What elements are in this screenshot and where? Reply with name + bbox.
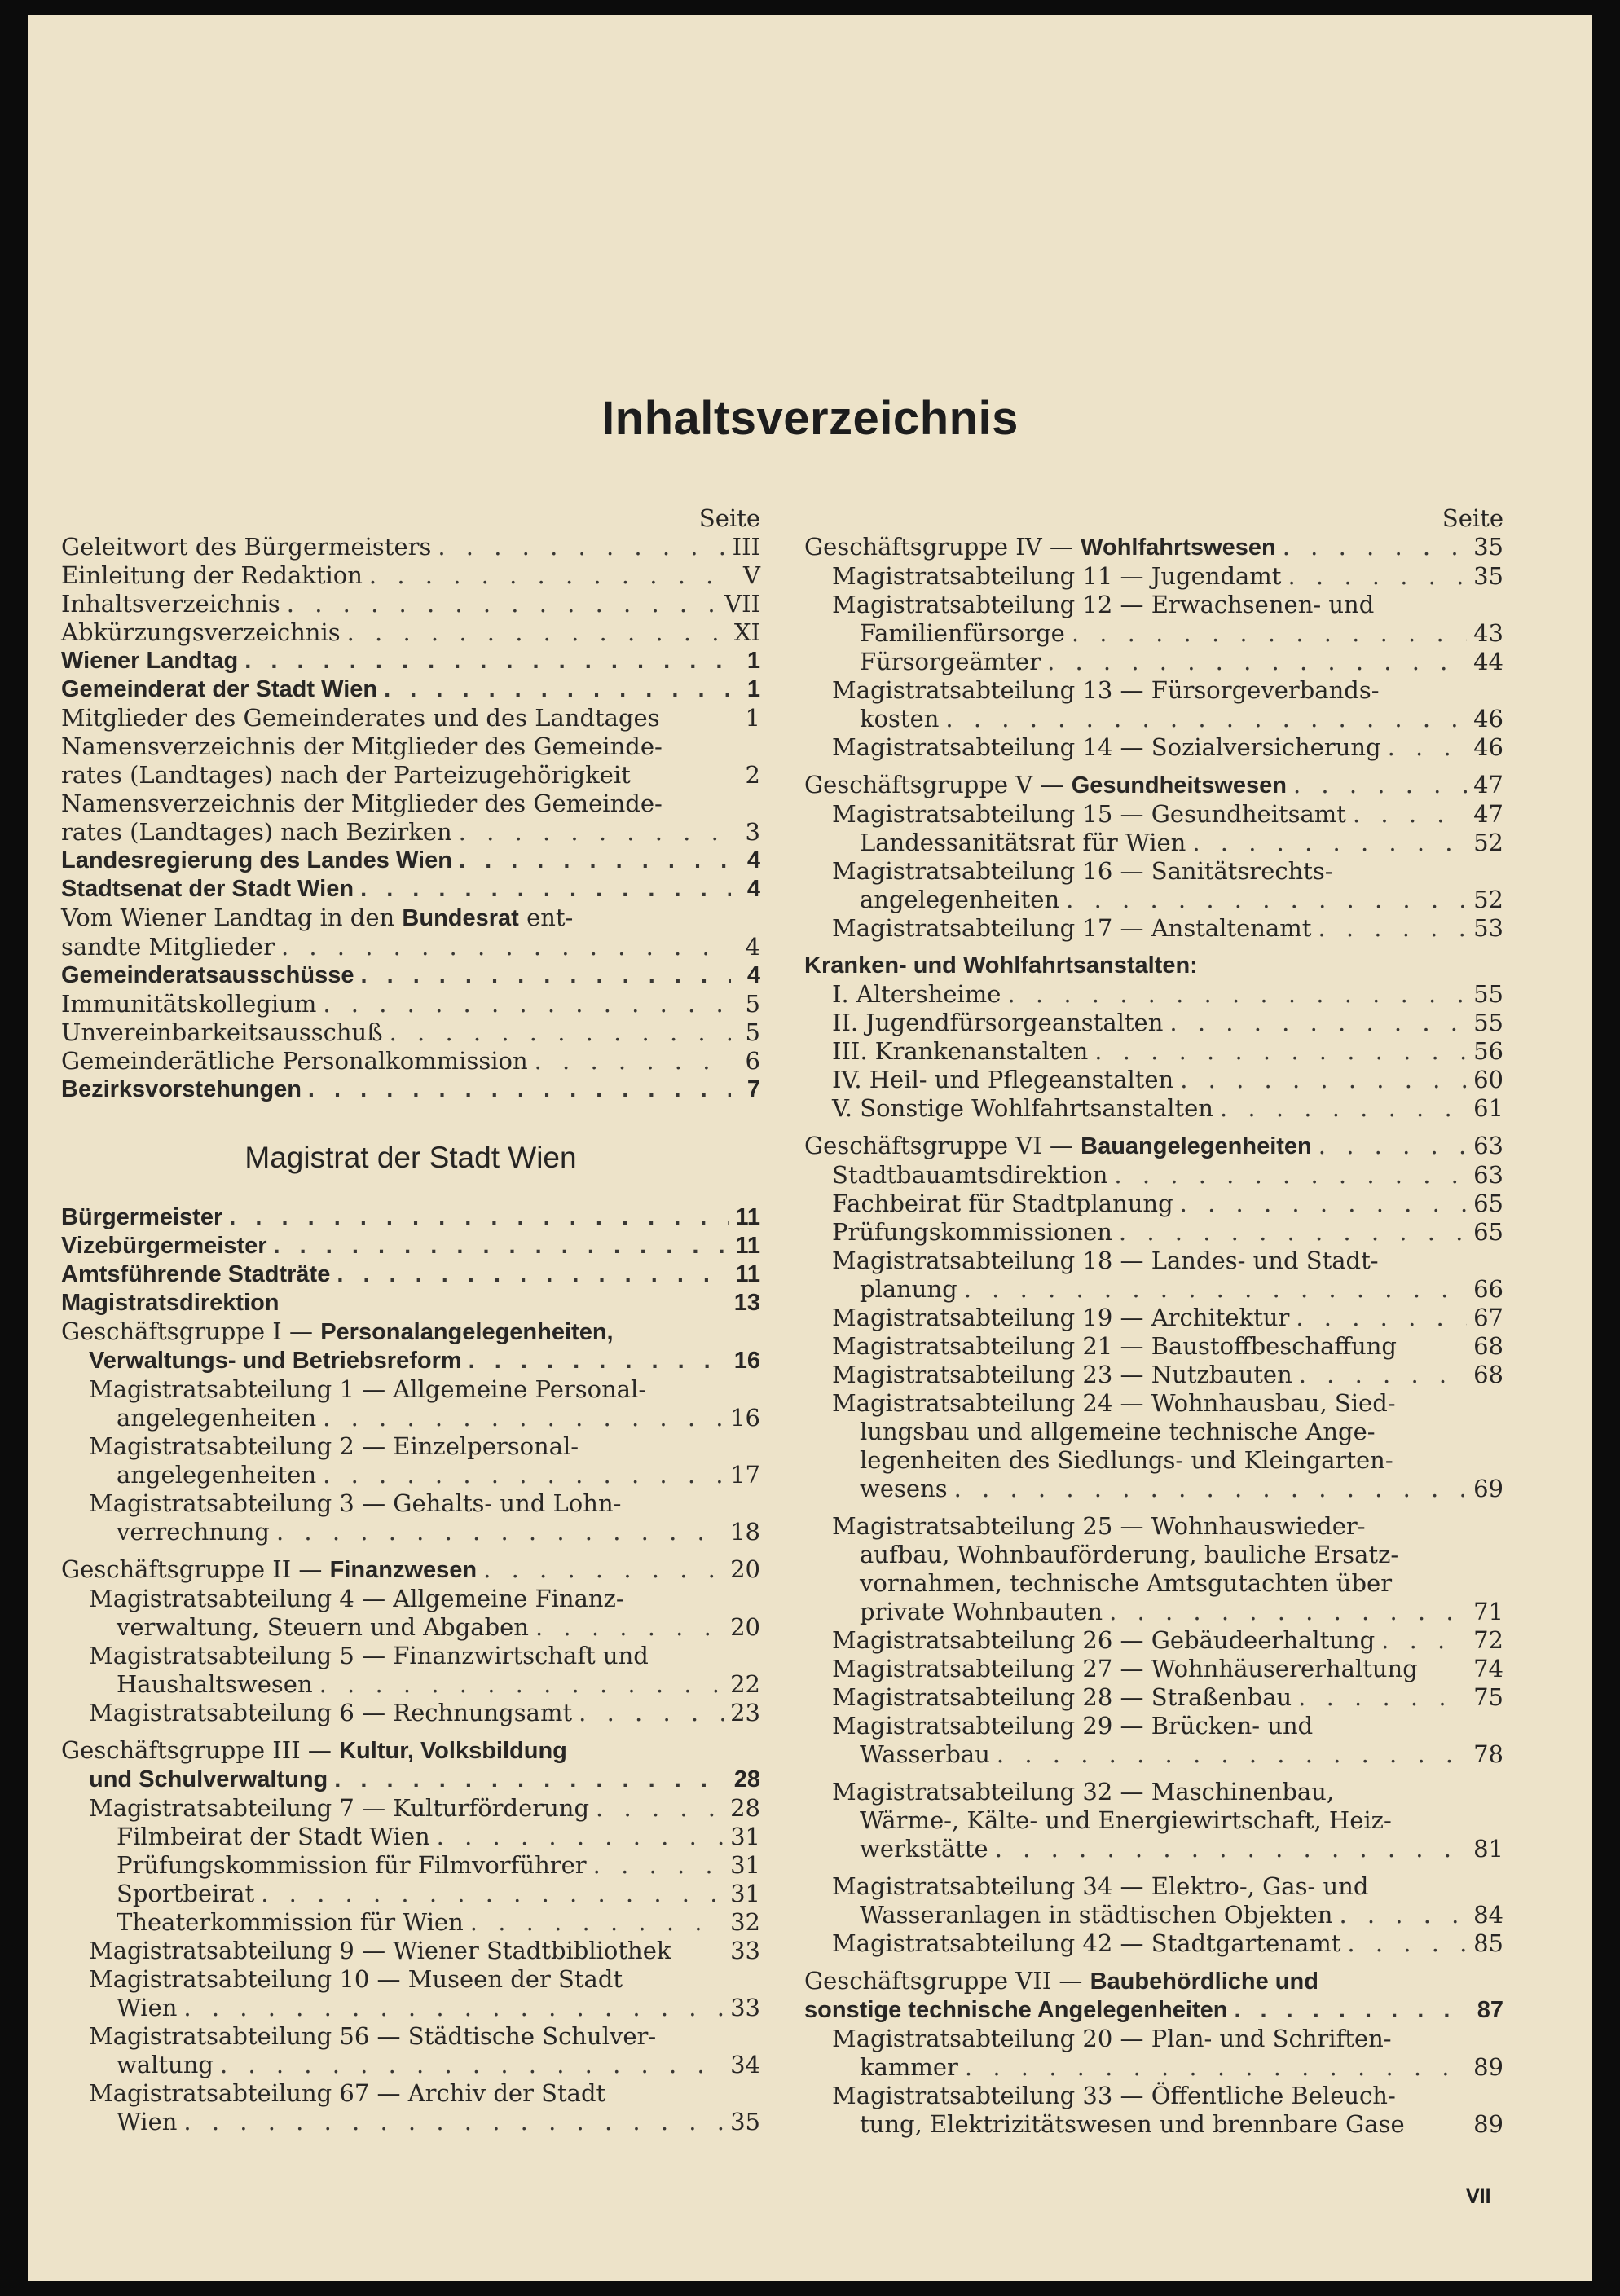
document-page	[28, 15, 1592, 2281]
toc-entry: Mitglieder des Gemeinderates und des Landtages 1	[61, 704, 760, 732]
toc-entry-line: Magistratsabteilung 1 — Allgemeine Personal-	[89, 1375, 647, 1403]
toc-entry: Geschäftsgruppe V — Gesundheitswesen . . . 47	[804, 771, 1503, 800]
toc-entry: Amtsführende Stadträte . . . 11	[61, 1260, 760, 1289]
toc-left-column	[61, 504, 760, 2136]
toc-entry: Wiener Landtag . . . 1	[61, 647, 760, 675]
toc-entry-line: vornahmen, technische Amtsgutachten über	[860, 1569, 1393, 1597]
toc-entry: Magistratsabteilung 9 — Wiener Stadtbibliothek 33	[89, 1937, 760, 1964]
toc-entry: II. Jugendfürsorgeanstalten . . . 55	[804, 1009, 1503, 1037]
toc-entry: Magistratsabteilung 14 — Sozialversicherung . . . 46	[804, 733, 1503, 762]
toc-entry: Geschäftsgruppe IV — Wohlfahrtswesen . . . 35	[804, 533, 1503, 562]
section-heading-magistrat: Magistrat der Stadt Wien	[244, 1141, 577, 1174]
toc-entry: Magistratsabteilung 17 — Anstaltenamt . . . 53	[804, 914, 1503, 943]
toc-entry: Prüfungskommission für Filmvorführer . . . 31	[61, 1851, 760, 1880]
toc-entry-line: Magistratsabteilung 3 — Gehalts- und Lohn-	[89, 1489, 622, 1517]
toc-entry: Geschäftsgruppe VI — Bauangelegenheiten . . . 63	[804, 1132, 1503, 1161]
toc-entry: sandte Mitglieder . . . 4	[61, 933, 760, 961]
toc-entry: Landesregierung des Landes Wien . . . 4	[61, 847, 760, 875]
toc-entry-line: legenheiten des Siedlungs- und Kleingarten-	[860, 1446, 1393, 1474]
toc-entry: Landessanitätsrat für Wien . . . 52	[804, 829, 1503, 857]
toc-entry: kosten . . . 46	[804, 705, 1503, 733]
toc-entry-line: Magistratsabteilung 10 — Museen der Stadt	[89, 1965, 623, 1993]
toc-entry-line: Magistratsabteilung 32 — Maschinenbau,	[832, 1778, 1335, 1806]
toc-section-heading: Kranken- und Wohlfahrtsanstalten:	[804, 952, 1198, 979]
toc-entry-line: Magistratsabteilung 20 — Plan- und Schriften-	[832, 2025, 1392, 2052]
toc-entry: Prüfungskommissionen . . . 65	[804, 1218, 1503, 1247]
toc-entry-line: Magistratsabteilung 4 — Allgemeine Finanz-	[89, 1585, 624, 1612]
toc-entry: Einleitung der Redaktion . . . V	[61, 561, 760, 590]
toc-entry-line: Magistratsabteilung 2 — Einzelpersonal-	[89, 1432, 579, 1460]
toc-entry-line: Vom Wiener Landtag in den Bundesrat ent-	[61, 904, 574, 931]
toc-entry: Immunitätskollegium . . . 5	[61, 990, 760, 1018]
toc-entry-line: Magistratsabteilung 16 — Sanitätsrechts-	[832, 857, 1333, 885]
toc-entry-line: Magistratsabteilung 13 — Fürsorgeverbands-	[832, 676, 1380, 704]
toc-entry: Fachbeirat für Stadtplanung . . . 65	[804, 1190, 1503, 1218]
toc-entry: Theaterkommission für Wien . . . 32	[61, 1908, 760, 1937]
toc-entry: Magistratsabteilung 6 — Rechnungsamt . . . 23	[61, 1699, 760, 1727]
toc-entry: III. Krankenanstalten . . . 56	[804, 1037, 1503, 1066]
toc-entry: Bezirksvorstehungen . . . 7	[61, 1075, 760, 1104]
toc-entry: Gemeinderätliche Personalkommission . . . 6	[61, 1047, 760, 1075]
toc-entry-line: Magistratsabteilung 33 — Öffentliche Beleuch-	[832, 2082, 1396, 2109]
toc-entry-line: Magistratsabteilung 12 — Erwachsenen- und	[832, 591, 1375, 618]
toc-entry: I. Altersheime . . . 55	[804, 980, 1503, 1009]
toc-entry: Geleitwort des Bürgermeisters . . . III	[61, 533, 760, 561]
toc-entry: Magistratsabteilung 19 — Architektur . . . 67	[804, 1304, 1503, 1332]
toc-entry-line: Magistratsabteilung 56 — Städtische Schulver-	[89, 2022, 657, 2050]
toc-entry: Magistratsabteilung 28 — Straßenbau . . . 75	[804, 1683, 1503, 1712]
toc-entry: Haushaltswesen . . . 22	[61, 1670, 760, 1699]
toc-entry: private Wohnbauten . . . 71	[804, 1598, 1503, 1626]
toc-entry-line: Geschäftsgruppe III — Kultur, Volksbildung	[61, 1736, 567, 1764]
toc-entry: Magistratsabteilung 23 — Nutzbauten . . . 68	[804, 1361, 1503, 1389]
toc-entry-line: Magistratsabteilung 34 — Elektro-, Gas- und	[832, 1872, 1369, 1900]
toc-entry: Stadtsenat der Stadt Wien . . . 4	[61, 875, 760, 904]
toc-entry: Gemeinderat der Stadt Wien . . . 1	[61, 675, 760, 704]
toc-entry: Inhaltsverzeichnis . . . VII	[61, 590, 760, 618]
toc-entry: Geschäftsgruppe II — Finanzwesen . . . 20	[61, 1555, 760, 1585]
toc-entry: verwaltung, Steuern und Abgaben . . . 20	[61, 1613, 760, 1642]
toc-entry: wesens . . . 69	[804, 1475, 1503, 1503]
toc-entry-line: Magistratsabteilung 25 — Wohnhauswieder-	[832, 1512, 1366, 1540]
toc-entry: sonstige technische Angelegenheiten . . . 87	[804, 1996, 1503, 2025]
toc-entry: Wien . . . 33	[61, 1994, 760, 2022]
toc-entry-line: Magistratsabteilung 5 — Finanzwirtschaft und	[89, 1642, 649, 1669]
toc-entry-line: Namensverzeichnis der Mitglieder des Gemeinde-	[61, 732, 663, 760]
toc-entry: Magistratsabteilung 7 — Kulturförderung . . . 28	[61, 1794, 760, 1823]
toc-entry: Gemeinderatsausschüsse . . . 4	[61, 961, 760, 990]
toc-entry-line: Namensverzeichnis der Mitglieder des Gemeinde-	[61, 790, 663, 817]
toc-entry: Wasseranlagen in städtischen Objekten . . . 84	[804, 1901, 1503, 1929]
toc-entry: Wasserbau . . . 78	[804, 1740, 1503, 1769]
toc-entry: Magistratsabteilung 15 — Gesundheitsamt . . . 47	[804, 800, 1503, 829]
toc-entry: Unvereinbarkeitsausschuß . . . 5	[61, 1018, 760, 1047]
toc-entry: Bürgermeister . . . 11	[61, 1203, 760, 1232]
toc-entry: Stadtbauamtsdirektion . . . 63	[804, 1161, 1503, 1190]
toc-entry: rates (Landtages) nach der Parteizugehörigkeit 2	[61, 761, 760, 789]
toc-entry: planung . . . 66	[804, 1275, 1503, 1304]
toc-entry: kammer . . . 89	[804, 2053, 1503, 2082]
toc-entry: IV. Heil- und Pflegeanstalten . . . 60	[804, 1066, 1503, 1094]
toc-entry-line: Magistratsabteilung 67 — Archiv der Stadt	[89, 2079, 606, 2107]
page-number: VII	[1466, 2185, 1491, 2208]
toc-entry: V. Sonstige Wohlfahrtsanstalten . . . 61	[804, 1094, 1503, 1123]
toc-entry: Wien . . . 35	[61, 2108, 760, 2136]
seite-header: Seite	[698, 504, 760, 532]
seite-header: Seite	[1442, 504, 1503, 532]
toc-right-column	[804, 504, 1503, 2139]
toc-entry-line: Magistratsabteilung 18 — Landes- und Stadt-	[832, 1247, 1379, 1274]
toc-entry: Magistratsabteilung 21 — Baustoffbeschaffung 68	[832, 1332, 1503, 1360]
toc-entry: Familienfürsorge . . . 43	[804, 619, 1503, 648]
toc-entry: Magistratsdirektion 13	[61, 1290, 760, 1316]
toc-entry: Sportbeirat . . . 31	[61, 1880, 760, 1908]
toc-entry: Magistratsabteilung 27 — Wohnhäusererhaltung 74	[832, 1655, 1503, 1682]
toc-entry-line: lungsbau und allgemeine technische Ange-	[860, 1418, 1376, 1445]
toc-entry-line: Geschäftsgruppe VII — Baubehördliche und	[804, 1967, 1318, 1995]
toc-entry: waltung . . . 34	[61, 2051, 760, 2079]
toc-entry-line: Wärme-, Kälte- und Energiewirtschaft, Heiz-	[860, 1806, 1392, 1834]
toc-entry: angelegenheiten . . . 52	[804, 886, 1503, 914]
toc-entry-line: Magistratsabteilung 24 — Wohnhausbau, Sied-	[832, 1389, 1396, 1417]
toc-entry: Magistratsabteilung 42 — Stadtgartenamt . . . 85	[804, 1929, 1503, 1958]
toc-entry: verrechnung . . . 18	[61, 1518, 760, 1546]
toc-entry: angelegenheiten . . . 17	[61, 1461, 760, 1489]
toc-entry: rates (Landtages) nach Bezirken . . . 3	[61, 818, 760, 847]
toc-entry: Verwaltungs- und Betriebsreform . . . 16	[61, 1347, 760, 1375]
toc-entry-line: Magistratsabteilung 29 — Brücken- und	[832, 1712, 1314, 1740]
page-title: Inhaltsverzeichnis	[601, 392, 1019, 445]
toc-entry: Abkürzungsverzeichnis . . . XI	[61, 618, 760, 647]
toc-entry: Filmbeirat der Stadt Wien . . . 31	[61, 1823, 760, 1851]
toc-entry: Magistratsabteilung 26 — Gebäudeerhaltung . . . 72	[804, 1626, 1503, 1655]
toc-entry: werkstätte . . . 81	[804, 1835, 1503, 1863]
toc-entry: Fürsorgeämter . . . 44	[804, 648, 1503, 676]
toc-entry: tung, Elektrizitätswesen und brennbare Gase 89	[860, 2110, 1503, 2138]
toc-entry: Magistratsabteilung 11 — Jugendamt . . . 35	[804, 562, 1503, 591]
toc-entry: Vizebürgermeister . . . 11	[61, 1232, 760, 1260]
toc-entry: und Schulverwaltung . . . 28	[61, 1766, 760, 1794]
toc-entry: angelegenheiten . . . 16	[61, 1404, 760, 1432]
toc-entry-line: Geschäftsgruppe I — Personalangelegenheiten,	[61, 1317, 614, 1345]
toc-entry-line: aufbau, Wohnbauförderung, bauliche Ersatz-	[860, 1541, 1399, 1568]
